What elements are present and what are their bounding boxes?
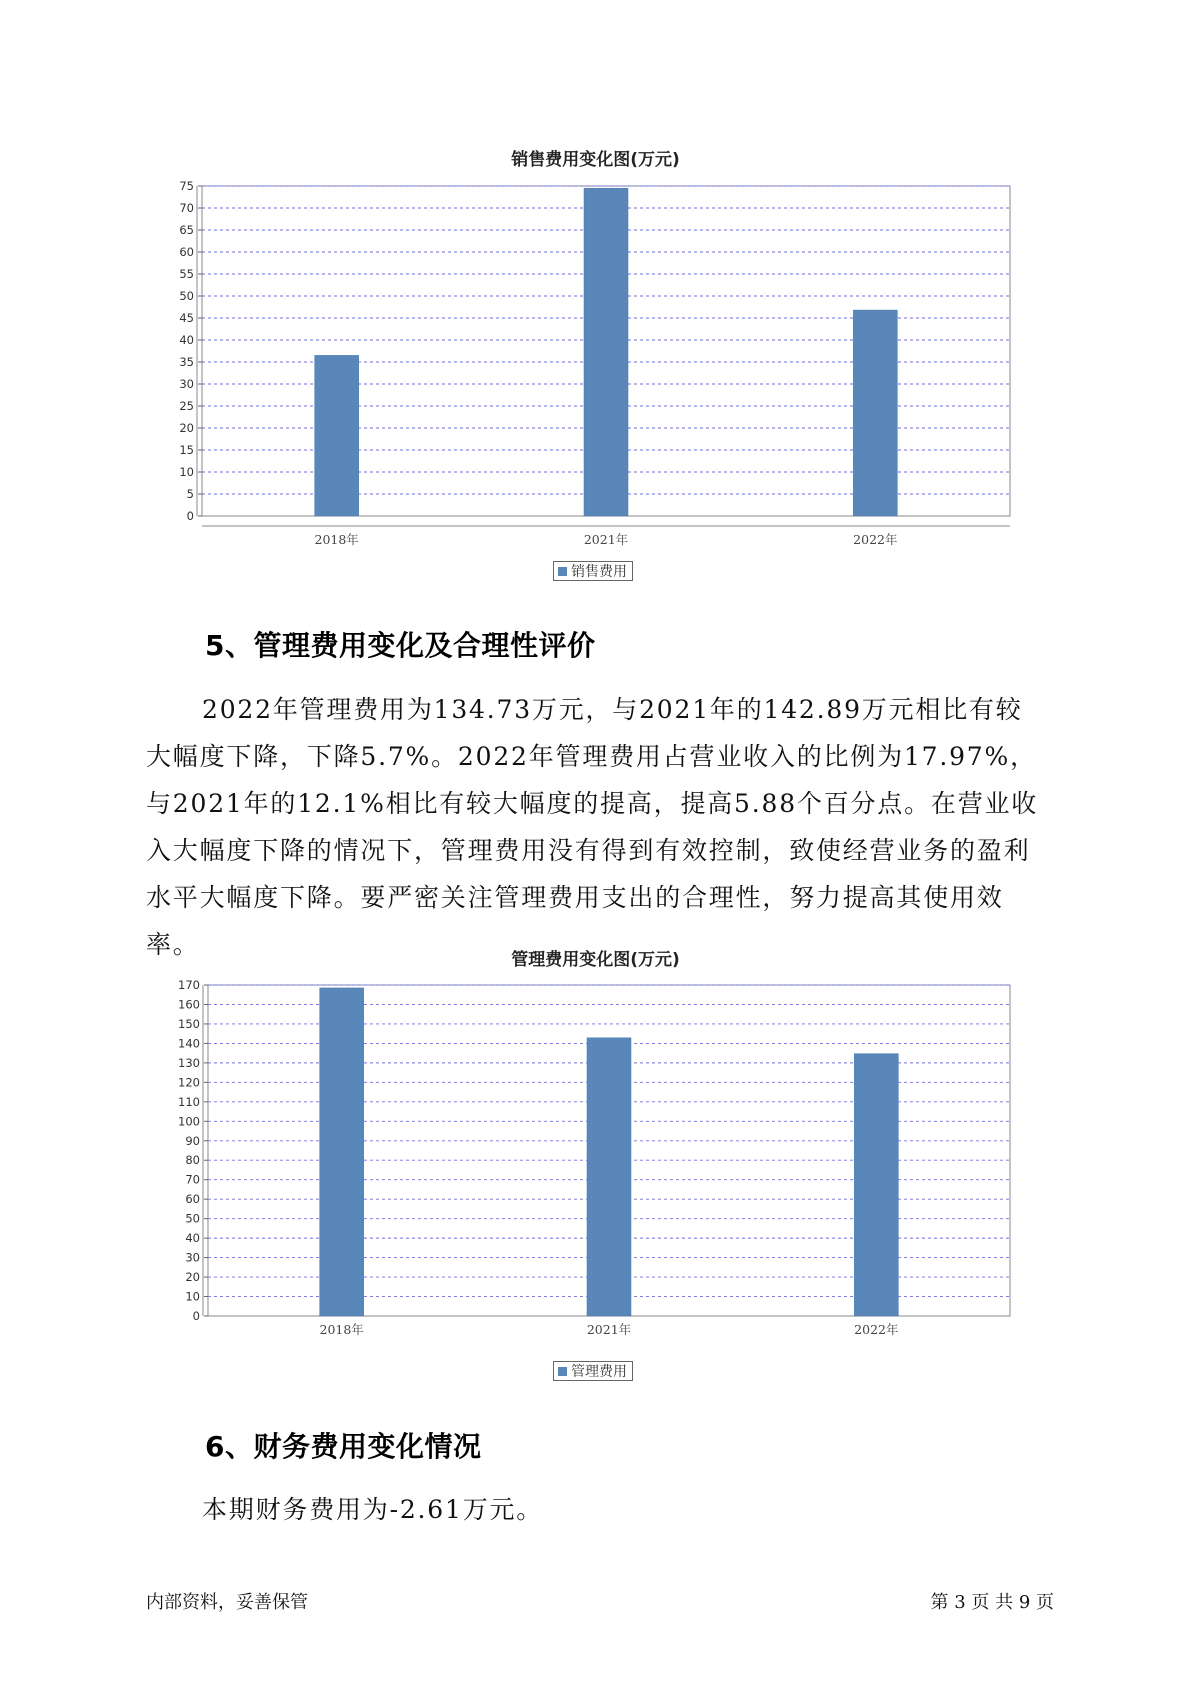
y-tick-label: 100 <box>178 1114 200 1129</box>
y-tick-label: 40 <box>179 333 194 347</box>
y-tick-label: 150 <box>178 1016 200 1031</box>
y-tick-label: 160 <box>178 997 200 1012</box>
y-tick-label: 10 <box>185 1289 200 1304</box>
y-tick-label: 80 <box>185 1153 200 1168</box>
y-tick-label: 110 <box>178 1094 200 1109</box>
x-tick-label: 2021年 <box>586 1322 632 1337</box>
y-tick-label: 10 <box>179 465 194 479</box>
section-heading-finance-expense: 6、财务费用变化情况 <box>205 1430 482 1463</box>
y-tick-label: 25 <box>179 399 194 413</box>
y-tick-label: 60 <box>185 1192 200 1207</box>
legend-label: 管理费用 <box>571 1364 627 1380</box>
y-tick-label: 20 <box>185 1270 200 1285</box>
chart-legend <box>553 1361 633 1381</box>
y-tick-label: 5 <box>186 487 194 501</box>
x-tick-label: 2022年 <box>853 532 898 547</box>
y-tick-label: 75 <box>179 179 194 193</box>
footer-confidential-note: 内部资料，妥善保管 <box>146 1592 308 1613</box>
y-tick-label: 20 <box>179 421 194 435</box>
y-tick-label: 120 <box>178 1075 200 1090</box>
chart-title: 管理费用变化图(万元) <box>511 950 680 970</box>
y-tick-label: 30 <box>185 1250 200 1265</box>
bar-2018年 <box>320 988 364 1316</box>
y-tick-label: 170 <box>178 978 200 992</box>
section-heading-management-expense: 5、管理费用变化及合理性评价 <box>205 629 596 662</box>
section-paragraph-finance-expense: 本期财务费用为-2.61万元。 <box>202 1495 544 1524</box>
section-paragraph-management-expense: 2022年管理费用为134.73万元，与2021年的142.89万元相比有较大幅度下降，下降5.7%。2022年管理费用占营业收入的比例为17.97%，与2021年的12.1%相比有较大幅度的提高，提高5.88个百分点。在营业收入大幅度下降的情况下，管理费用没有得到有效控制，致使经营业务的盈利水平大幅度下降。要严密关注管理费用支出的合理性，努力提高其使用效率。 <box>146 695 1039 959</box>
y-tick-label: 70 <box>185 1172 200 1187</box>
y-tick-label: 50 <box>179 289 194 303</box>
footer-page-number: 第 3 页 共 9 页 <box>930 1592 1054 1613</box>
y-tick-label: 70 <box>179 201 194 215</box>
chart-title: 销售费用变化图(万元) <box>511 150 680 170</box>
x-tick-label: 2018年 <box>319 1322 364 1337</box>
y-tick-label: 65 <box>179 223 194 237</box>
x-tick-label: 2022年 <box>854 1322 899 1337</box>
y-tick-label: 0 <box>192 1309 200 1323</box>
y-tick-label: 15 <box>179 443 194 457</box>
y-tick-label: 90 <box>185 1133 200 1148</box>
y-tick-label: 55 <box>179 267 194 281</box>
y-tick-label: 60 <box>179 245 194 259</box>
legend-swatch <box>558 1367 567 1376</box>
legend-label: 销售费用 <box>571 564 627 580</box>
y-tick-label: 50 <box>185 1211 200 1226</box>
y-tick-label: 130 <box>178 1055 200 1070</box>
bar-2022年 <box>854 1054 898 1316</box>
y-tick-label: 0 <box>186 509 194 523</box>
y-tick-label: 30 <box>179 377 194 391</box>
y-tick-label: 35 <box>179 355 194 369</box>
y-tick-label: 40 <box>185 1231 200 1246</box>
x-tick-label: 2021年 <box>583 532 629 547</box>
y-tick-label: 45 <box>179 311 194 325</box>
x-tick-label: 2018年 <box>314 532 359 547</box>
y-tick-label: 140 <box>178 1036 200 1051</box>
bar-2021年 <box>587 1038 631 1316</box>
